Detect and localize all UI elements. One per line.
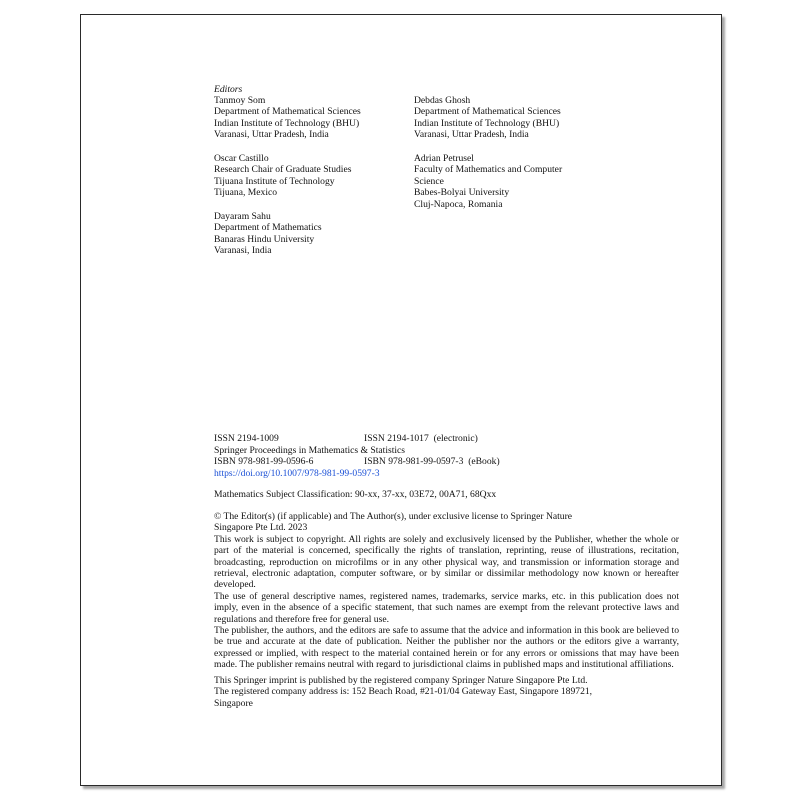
editor-affiliation-line: Science (414, 175, 444, 187)
isbn-ebook-note: (eBook) (468, 456, 500, 467)
editor-block (214, 211, 322, 257)
legal-paragraph: The use of general descriptive names, registered names, trademarks, service marks, etc. in this publication does not imply, even in the absence of a specific statement, that such names are exempt from the relevant protective laws and regulations and therefore free for general use. (214, 590, 679, 625)
imprint-line: Singapore (214, 697, 253, 709)
legal-paragraph: This work is subject to copyright. All rights are solely and exclusively licensed by the Publisher, whether the whole or part of the material is concerned, specifically the rights of translation, reprinting, reuse of illustrations, recitation, broadcasting, reproduction on microfilms or in any other physical way, and transmission or information storage and retrieval, electronic adaptation, computer software, or by similar or dissimilar methodology now known or hereafter developed. (214, 533, 679, 591)
editor-name: Adrian Petrusel (414, 153, 474, 164)
copyright-notice (214, 511, 679, 671)
editor-affiliation-line: Cluj-Napoca, Romania (414, 198, 503, 210)
editor-block (414, 153, 562, 210)
isbn-ebook (364, 456, 500, 467)
imprint-line: This Springer imprint is published by the registered company Springer Nature Singapore Pte Ltd. (214, 675, 588, 686)
editor-affiliation-line: Varanasi, India (214, 245, 272, 257)
editors-heading: Editors (214, 84, 243, 95)
doi-link[interactable]: https://doi.org/10.1007/978-981-99-0597-3 (214, 467, 380, 479)
copyright-page (80, 14, 722, 786)
editor-block (214, 153, 351, 199)
editor-affiliation-line: Tijuana, Mexico (214, 187, 278, 199)
imprint-line: The registered company address is: 152 Beach Road, #21-01/04 Gateway East, Singapore 189721, (214, 686, 593, 698)
msc-classification: Mathematics Subject Classification: 90-xx, 37-xx, 03E72, 00A71, 68Qxx (214, 489, 497, 500)
editor-affiliation-line: Department of Mathematical Sciences (414, 106, 561, 118)
editor-affiliation-line: Indian Institute of Technology (BHU) (414, 117, 560, 129)
issn-electronic-number: ISSN 2194-1017 (364, 433, 429, 444)
editor-affiliation-line: Babes-Bolyai University (414, 187, 510, 199)
issn-print: ISSN 2194-1009 (214, 433, 279, 444)
issn-electronic-note: (electronic) (433, 433, 478, 444)
editor-affiliation-line: Faculty of Mathematics and Computer (414, 164, 563, 176)
editor-affiliation-line: Varanasi, Uttar Pradesh, India (214, 129, 329, 141)
editor-block (214, 95, 361, 141)
editor-name: Oscar Castillo (214, 153, 269, 164)
editor-name: Debdas Ghosh (414, 95, 471, 106)
editor-affiliation-line: Department of Mathematical Sciences (214, 106, 361, 118)
imprint-notice (214, 675, 592, 709)
editor-affiliation-line: Research Chair of Graduate Studies (214, 164, 352, 176)
isbn-ebook-number: ISBN 978-981-99-0597-3 (364, 456, 464, 467)
editor-affiliation-line: Tijuana Institute of Technology (214, 175, 335, 187)
isbn-print: ISBN 978-981-99-0596-6 (214, 456, 314, 467)
editor-block (414, 95, 561, 141)
doi-row (214, 468, 380, 479)
series-title: Springer Proceedings in Mathematics & Statistics (214, 444, 406, 456)
editor-name: Tanmoy Som (214, 95, 266, 106)
editor-affiliation-line: Banaras Hindu University (214, 233, 315, 245)
copyright-line: Singapore Pte Ltd. 2023 (214, 522, 308, 534)
issn-electronic (364, 433, 478, 444)
legal-paragraph: The publisher, the authors, and the editors are safe to assume that the advice and information in this book are believed to be true and accurate at the date of publication. Neither the publisher nor the authors or the editors give a warranty, expressed or implied, with respect to the material contained herein or for any errors or omissions that may have been made. The publisher remains neutral with regard to jurisdictional claims in published maps and institutional affiliations. (214, 625, 679, 671)
copyright-line: © The Editor(s) (if applicable) and The Author(s), under exclusive license to Springer Nature (214, 511, 573, 522)
editor-affiliation-line: Indian Institute of Technology (BHU) (214, 117, 360, 129)
editor-affiliation-line: Department of Mathematics (214, 222, 322, 234)
editor-affiliation-line: Varanasi, Uttar Pradesh, India (414, 129, 529, 141)
editor-name: Dayaram Sahu (214, 211, 271, 222)
